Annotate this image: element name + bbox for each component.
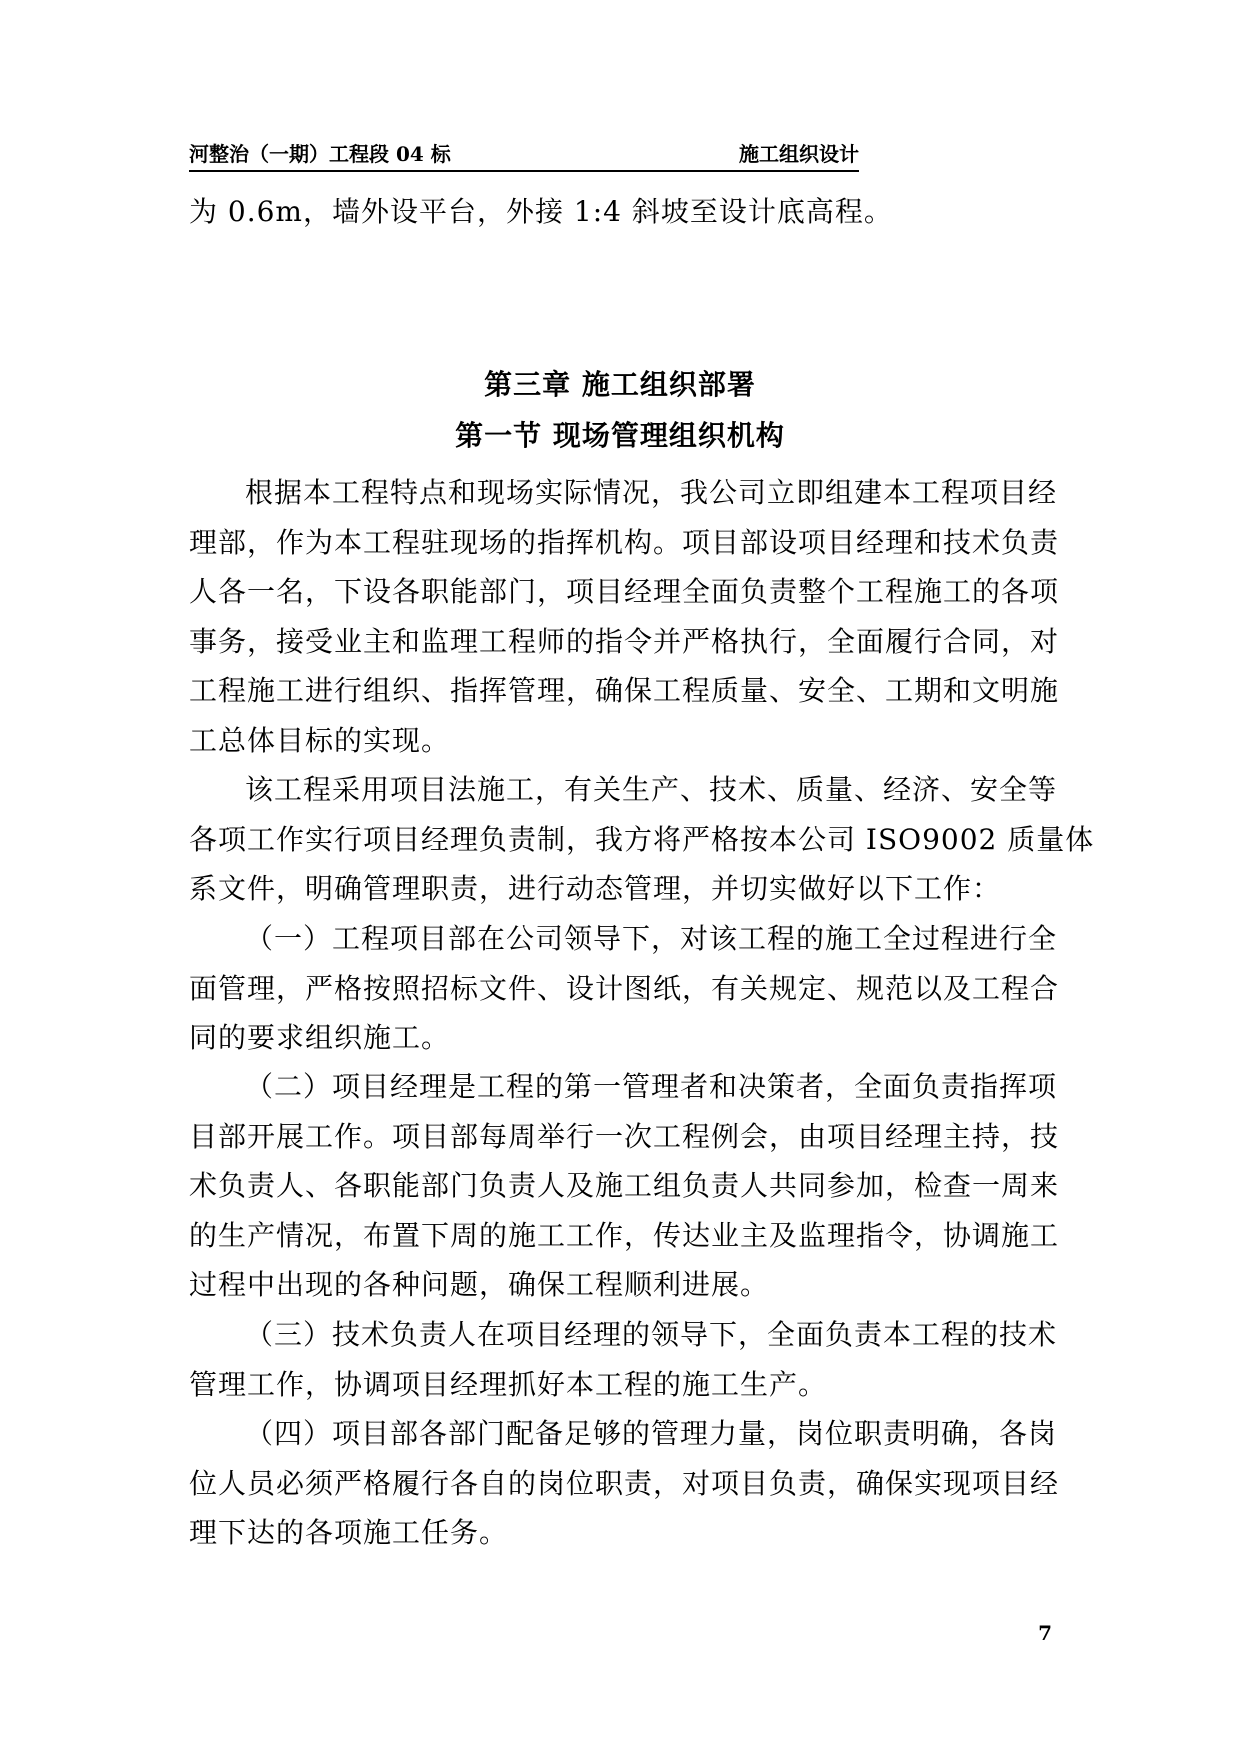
paragraph-line: 该工程采用项目法施工，有关生产、技术、质量、经济、安全等 xyxy=(245,773,1058,806)
header-document-type: 施工组织设计 xyxy=(739,142,859,166)
paragraph-line: （四）项目部各部门配备足够的管理力量，岗位职责明确，各岗 xyxy=(245,1417,1058,1450)
paragraph-line: 管理工作，协调项目经理抓好本工程的施工生产。 xyxy=(189,1367,828,1401)
paragraph-line: 的生产情况，布置下周的施工工作，传达业主及监理指令，协调施工 xyxy=(189,1218,1060,1252)
paragraph xyxy=(189,1310,1058,1409)
paragraph-line: 过程中出现的各种问题，确保工程顺利进展。 xyxy=(189,1268,770,1301)
paragraph xyxy=(189,1062,1060,1310)
paragraph-line: 同的要求组织施工。 xyxy=(189,1021,451,1054)
paragraph xyxy=(189,1409,1060,1558)
paragraph-line: 理部，作为本工程驻现场的指挥机构。项目部设项目经理和技术负责 xyxy=(189,525,1060,559)
continuation-text: 为 0.6m，墙外设平台，外接 1:4 斜坡至设计底高程。 xyxy=(189,195,893,228)
paragraph-line: （二）项目经理是工程的第一管理者和决策者，全面负责指挥项 xyxy=(245,1070,1058,1103)
paragraph-line: 术负责人、各职能部门负责人及施工组负责人共同参加，检查一周来 xyxy=(189,1169,1060,1202)
paragraph-line: 系文件，明确管理职责，进行动态管理，并切实做好以下工作： xyxy=(189,872,1002,905)
header-project-name: 河整治（一期）工程段 04 标 xyxy=(189,142,451,166)
paragraph-line: 目部开展工作。项目部每周举行一次工程例会，由项目经理主持，技 xyxy=(189,1119,1060,1153)
page-number: 7 xyxy=(1038,1621,1052,1645)
paragraph-line: 工程施工进行组织、指挥管理，确保工程质量、安全、工期和文明施 xyxy=(189,674,1060,707)
paragraph-line: 工总体目标的实现。 xyxy=(189,723,451,757)
paragraph xyxy=(189,914,1060,1063)
paragraph-line: 理下达的各项施工任务。 xyxy=(189,1516,509,1549)
paragraph xyxy=(189,468,1060,765)
page-header xyxy=(189,138,859,172)
paragraph-line: 位人员必须严格履行各自的岗位职责，对项目负责，确保实现项目经 xyxy=(189,1466,1060,1500)
paragraph-line: 人各一名，下设各职能部门，项目经理全面负责整个工程施工的各项 xyxy=(189,575,1060,608)
paragraph-line: 根据本工程特点和现场实际情况，我公司立即组建本工程项目经 xyxy=(245,476,1058,509)
paragraph-line: （三）技术负责人在项目经理的领导下，全面负责本工程的技术 xyxy=(245,1318,1058,1351)
paragraph-line: 面管理，严格按照招标文件、设计图纸，有关规定、规范以及工程合 xyxy=(189,971,1060,1005)
paragraph-line: 各项工作实行项目经理负责制，我方将严格按本公司 ISO9002 质量体 xyxy=(189,822,1095,856)
paragraph xyxy=(189,765,1095,914)
chapter-title: 第三章 施工组织部署 xyxy=(484,368,756,401)
section-title: 第一节 现场管理组织机构 xyxy=(455,419,785,452)
paragraph-line: 事务，接受业主和监理工程师的指令并严格执行，全面履行合同，对 xyxy=(189,624,1060,658)
paragraph-line: （一）工程项目部在公司领导下，对该工程的施工全过程进行全 xyxy=(245,922,1058,955)
